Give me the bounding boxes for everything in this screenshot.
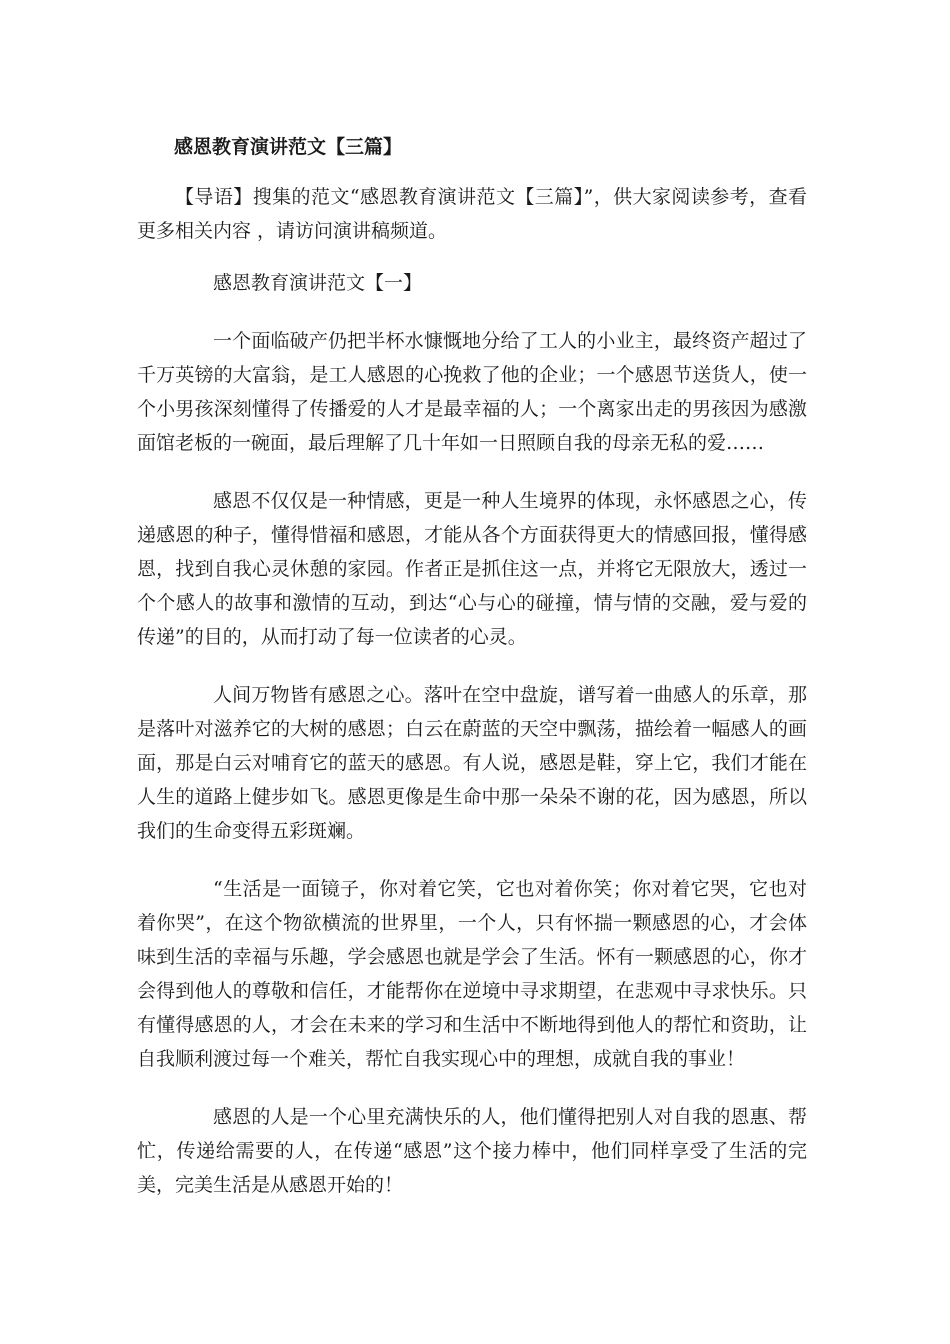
intro-paragraph: 【导语】搜集的范文“感恩教育演讲范文【三篇】”，供大家阅读参考，查看更多相关内容 ，请访问演讲稿频道。 [137, 186, 807, 242]
body-paragraph-3: 人间万物皆有感恩之心。落叶在空中盘旋，谱写着一曲感人的乐章，那是落叶对滋养它的大树的感恩；白云在蔚蓝的天空中飘荡，描绘着一幅感人的画面，那是白云对哺育它的蓝天的感恩。有人说，感恩是鞋，穿上它，我们才能在人生的道路上健步如飞。感恩更像是生命中那一朵朵不谢的花，因为感恩，所以我们的生命变得五彩斑斓。 [137, 684, 807, 842]
document-body [137, 128, 807, 1202]
body-paragraph-2: 感恩不仅仅是一种情感，更是一种人生境界的体现，永怀感恩之心，传递感恩的种子，懂得惜福和感恩，才能从各个方面获得更大的情感回报，懂得感恩，找到自我心灵休憩的家园。作者正是抓住这一点，并将它无限放大，透过一个个感人的故事和激情的互动，到达“心与心的碰撞，情与情的交融，爱与爱的传递”的目的，从而打动了每一位读者的心灵。 [137, 490, 807, 648]
body-paragraph-4: “生活是一面镜子，你对着它笑，它也对着你笑；你对着它哭，它也对着你哭”，在这个物欲横流的世界里，一个人，只有怀揣一颗感恩的心，才会体味到生活的幸福与乐趣，学会感恩也就是学会了生活。怀有一颗感恩的心，你才会得到他人的尊敬和信任，才能帮你在逆境中寻求期望，在悲观中寻求快乐。只有懂得感恩的人，才会在未来的学习和生活中不断地得到他人的帮忙和资助，让自我顺利渡过每一个难关，帮忙自我实现心中的理想，成就自我的事业！ [137, 878, 807, 1070]
document-title: 感恩教育演讲范文【三篇】 [174, 136, 403, 158]
body-paragraph-5: 感恩的人是一个心里充满快乐的人，他们懂得把别人对自我的恩惠、帮忙，传递给需要的人，在传递“感恩”这个接力棒中，他们同样享受了生活的完美，完美生活是从感恩开始的！ [137, 1106, 807, 1196]
body-paragraph-1: 一个面临破产仍把半杯水慷慨地分给了工人的小业主，最终资产超过了千万英镑的大富翁，是工人感恩的心挽救了他的企业；一个感恩节送货人，使一个小男孩深刻懂得了传播爱的人才是最幸福的人；一个离家出走的男孩因为感激面馆老板的一碗面，最后理解了几十年如一日照顾自我的母亲无私的爱…… [137, 330, 807, 454]
section-heading: 感恩教育演讲范文【一】 [213, 272, 423, 294]
